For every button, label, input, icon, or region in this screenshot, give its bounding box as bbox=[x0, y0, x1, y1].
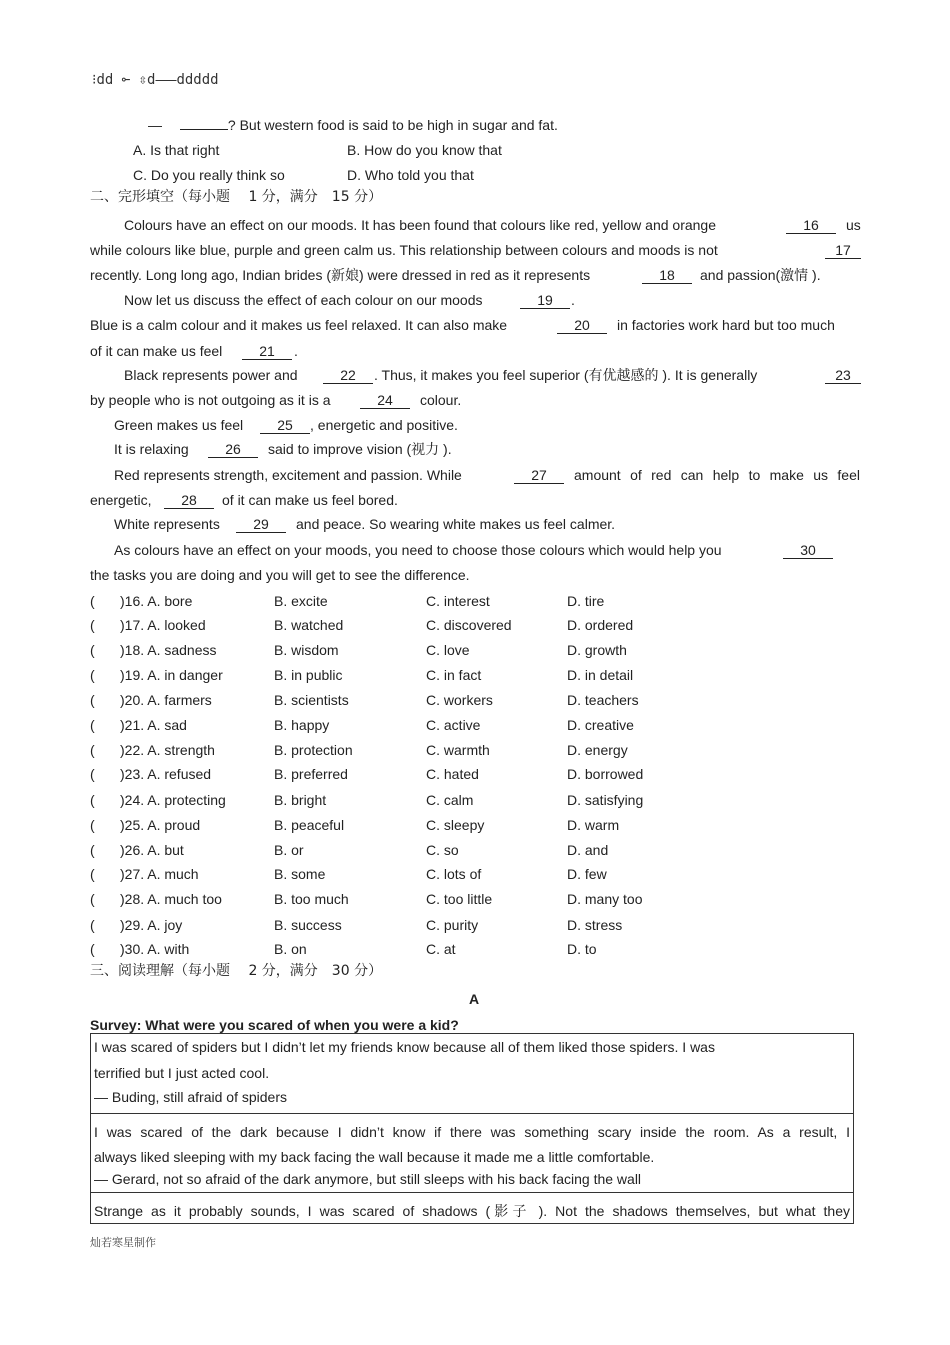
option-b: B. success bbox=[274, 917, 342, 933]
passage-text: recently. Long long ago, Indian brides (新娘) were dressed in red as it represents bbox=[90, 267, 591, 283]
option-c: C. workers bbox=[426, 692, 493, 708]
q15-option-d: D. Who told you that bbox=[347, 167, 474, 183]
q15-dash: — bbox=[148, 117, 162, 133]
cloze-blank-26: 26 bbox=[208, 442, 258, 458]
survey-row bbox=[91, 1192, 853, 1223]
section2-title: 二、完形填空（每小题 1 分，满分 15 分） bbox=[90, 189, 383, 205]
survey-row-line: I was scared of spiders but I didn’t let my friends know because all of them liked those spiders. I was bbox=[94, 1039, 715, 1055]
option-a: )27. A. much bbox=[120, 866, 199, 882]
option-a: )29. A. joy bbox=[120, 917, 183, 933]
option-a: )19. A. in danger bbox=[120, 667, 223, 683]
q15-blank bbox=[180, 129, 228, 130]
cloze-question-row bbox=[90, 665, 870, 685]
answer-paren: ( bbox=[90, 866, 95, 882]
cloze-question-row bbox=[90, 840, 870, 860]
answer-paren: ( bbox=[90, 593, 95, 609]
answer-paren: ( bbox=[90, 941, 95, 957]
option-a: )21. A. sad bbox=[120, 717, 187, 733]
cloze-blank-20: 20 bbox=[557, 318, 607, 334]
option-c: C. too little bbox=[426, 891, 493, 907]
answer-paren: ( bbox=[90, 766, 95, 782]
answer-paren: ( bbox=[90, 917, 95, 933]
option-b: B. protection bbox=[274, 742, 353, 758]
cloze-blank-22: 22 bbox=[323, 368, 373, 384]
survey-row-line: Strange as it probably sounds, I was scared of shadows (影子 ). Not the shadows themselves, but what they bbox=[94, 1203, 850, 1219]
option-d: D. many too bbox=[567, 891, 643, 907]
option-b: B. on bbox=[274, 941, 307, 957]
cloze-blank-18: 18 bbox=[642, 268, 692, 284]
option-b: B. watched bbox=[274, 617, 344, 633]
option-a: )28. A. much too bbox=[120, 891, 222, 907]
passage-line-14: As colours have an effect on your moods, you need to choose those colours which would help you bbox=[114, 542, 722, 558]
survey-row-line: always liked sleeping with my back facing the wall because it made me a little comfortable. bbox=[94, 1149, 655, 1165]
passage-line-15: the tasks you are doing and you will get to see the difference. bbox=[90, 567, 470, 583]
option-d: D. borrowed bbox=[567, 766, 644, 782]
passage-text: and peace. So wearing white makes us feel calmer. bbox=[296, 516, 616, 532]
part-label: A bbox=[469, 991, 480, 1007]
cloze-question-row bbox=[90, 815, 870, 835]
cloze-question-row bbox=[90, 740, 870, 760]
option-b: B. too much bbox=[274, 891, 349, 907]
option-a: )24. A. protecting bbox=[120, 792, 226, 808]
q15-stem bbox=[148, 116, 558, 134]
option-c: C. purity bbox=[426, 917, 479, 933]
passage-line-8: by people who is not outgoing as it is a bbox=[90, 392, 331, 408]
option-b: B. happy bbox=[274, 717, 330, 733]
option-c: C. warmth bbox=[426, 742, 490, 758]
passage-line-6: of it can make us feel bbox=[90, 343, 223, 359]
answer-paren: ( bbox=[90, 817, 95, 833]
section3-title: 三、阅读理解（每小题 2 分，满分 30 分） bbox=[90, 963, 383, 979]
cloze-blank-28: 28 bbox=[164, 493, 214, 509]
passage-text: . bbox=[294, 343, 298, 359]
option-d: D. growth bbox=[567, 642, 627, 658]
passage-text: and passion(激情 ). bbox=[700, 267, 821, 283]
passage-text: of it can make us feel bored. bbox=[222, 492, 398, 508]
survey-row-line: I was scared of the dark because I didn’t know if there was something scary inside the room. As a result, I bbox=[94, 1124, 850, 1140]
cloze-blank-16: 16 bbox=[786, 218, 836, 234]
passage-line-13: White represents bbox=[114, 516, 220, 532]
option-a: )22. A. strength bbox=[120, 742, 215, 758]
q15-option-b: B. How do you know that bbox=[347, 142, 502, 158]
option-c: C. in fact bbox=[426, 667, 482, 683]
passage-text: amount of red can help to make us feel bbox=[574, 467, 860, 483]
answer-paren: ( bbox=[90, 667, 95, 683]
option-a: )26. A. but bbox=[120, 842, 184, 858]
option-d: D. ordered bbox=[567, 617, 634, 633]
option-c: C. love bbox=[426, 642, 470, 658]
passage-text: . Thus, it makes you feel superior (有优越感的 ). It is generally bbox=[374, 367, 758, 383]
cloze-question-row bbox=[90, 915, 870, 935]
passage-line-7: Black represents power and bbox=[124, 367, 298, 383]
answer-paren: ( bbox=[90, 692, 95, 708]
option-a: )17. A. looked bbox=[120, 617, 206, 633]
survey-row bbox=[91, 1033, 853, 1113]
option-a: )25. A. proud bbox=[120, 817, 201, 833]
option-c: C. calm bbox=[426, 792, 474, 808]
option-b: B. peaceful bbox=[274, 817, 345, 833]
option-a: )16. A. bore bbox=[120, 593, 193, 609]
passage-text: in factories work hard but too much bbox=[617, 317, 835, 333]
answer-paren: ( bbox=[90, 842, 95, 858]
option-c: C. hated bbox=[426, 766, 479, 782]
survey-signature: — Gerard, not so afraid of the dark anymore, but still sleeps with his back facing the wall bbox=[94, 1171, 642, 1187]
passage-text: , energetic and positive. bbox=[310, 417, 458, 433]
cloze-blank-19: 19 bbox=[520, 293, 570, 309]
cloze-blank-23: 23 bbox=[825, 368, 861, 384]
cloze-question-row bbox=[90, 640, 870, 660]
option-b: B. bright bbox=[274, 792, 327, 808]
q15-option-c: C. Do you really think so bbox=[133, 167, 285, 183]
passage-text: us bbox=[846, 217, 861, 233]
option-b: B. some bbox=[274, 866, 326, 882]
cloze-blank-17: 17 bbox=[825, 243, 861, 259]
cloze-blank-30: 30 bbox=[783, 543, 833, 559]
cloze-question-row bbox=[90, 591, 870, 611]
answer-paren: ( bbox=[90, 792, 95, 808]
option-d: D. satisfying bbox=[567, 792, 644, 808]
option-d: D. energy bbox=[567, 742, 628, 758]
passage-text: . bbox=[571, 292, 575, 308]
option-b: B. or bbox=[274, 842, 304, 858]
cloze-blank-24: 24 bbox=[360, 393, 410, 409]
option-d: D. tire bbox=[567, 593, 605, 609]
passage-text: colour. bbox=[420, 392, 462, 408]
cloze-blank-27: 27 bbox=[514, 468, 564, 484]
cloze-blank-21: 21 bbox=[242, 344, 292, 360]
cloze-question-row bbox=[90, 790, 870, 810]
passage-line-3 bbox=[90, 266, 590, 284]
passage-line-10: It is relaxing bbox=[114, 441, 189, 457]
cloze-question-row bbox=[90, 764, 870, 784]
answer-paren: ( bbox=[90, 642, 95, 658]
option-a: )23. A. refused bbox=[120, 766, 212, 782]
q15-option-a: A. Is that right bbox=[133, 142, 220, 158]
option-c: C. sleepy bbox=[426, 817, 485, 833]
cloze-blank-29: 29 bbox=[236, 517, 286, 533]
cloze-question-row bbox=[90, 889, 870, 909]
option-d: D. warm bbox=[567, 817, 620, 833]
option-a: )20. A. farmers bbox=[120, 692, 212, 708]
cloze-blank-25: 25 bbox=[260, 418, 310, 434]
cloze-question-row bbox=[90, 690, 870, 710]
passage-line-5: Blue is a calm colour and it makes us feel relaxed. It can also make bbox=[90, 317, 508, 333]
option-c: C. so bbox=[426, 842, 459, 858]
option-d: D. few bbox=[567, 866, 607, 882]
option-b: B. in public bbox=[274, 667, 343, 683]
option-d: D. in detail bbox=[567, 667, 634, 683]
option-b: B. preferred bbox=[274, 766, 348, 782]
passage-line-11: Red represents strength, excitement and passion. While bbox=[114, 467, 462, 483]
option-d: D. stress bbox=[567, 917, 623, 933]
passage-text: Colours have an effect on our moods. It has been found that colours like red, yellow and orange bbox=[124, 217, 716, 233]
survey-row-line: terrified but I just acted cool. bbox=[94, 1065, 270, 1081]
cloze-question-row bbox=[90, 615, 870, 635]
survey-table bbox=[90, 1033, 854, 1224]
cloze-question-row bbox=[90, 939, 870, 959]
answer-paren: ( bbox=[90, 617, 95, 633]
answer-paren: ( bbox=[90, 891, 95, 907]
passage-line-1 bbox=[124, 216, 716, 234]
passage-text: said to improve vision (视力 ). bbox=[268, 441, 452, 457]
survey-title: Survey: What were you scared of when you were a kid? bbox=[90, 1017, 459, 1033]
option-c: C. at bbox=[426, 941, 456, 957]
header-logo: ⁝dd ⟜ ⇳d⎯⎯⎯ddddd bbox=[92, 72, 219, 88]
option-c: C. lots of bbox=[426, 866, 482, 882]
option-b: B. scientists bbox=[274, 692, 349, 708]
option-a: )18. A. sadness bbox=[120, 642, 217, 658]
survey-row bbox=[91, 1113, 853, 1194]
passage-line-12: energetic, bbox=[90, 492, 152, 508]
option-d: D. and bbox=[567, 842, 609, 858]
answer-paren: ( bbox=[90, 717, 95, 733]
option-d: D. teachers bbox=[567, 692, 639, 708]
option-b: B. wisdom bbox=[274, 642, 339, 658]
option-c: C. active bbox=[426, 717, 481, 733]
option-c: C. discovered bbox=[426, 617, 512, 633]
option-d: D. to bbox=[567, 941, 597, 957]
q15-stem-text: ? But western food is said to be high in sugar and fat. bbox=[227, 117, 558, 133]
option-c: C. interest bbox=[426, 593, 490, 609]
survey-signature: — Buding, still afraid of spiders bbox=[94, 1089, 287, 1105]
option-a: )30. A. with bbox=[120, 941, 190, 957]
answer-paren: ( bbox=[90, 742, 95, 758]
passage-line-9: Green makes us feel bbox=[114, 417, 244, 433]
cloze-question-row bbox=[90, 864, 870, 884]
cloze-question-row bbox=[90, 715, 870, 735]
passage-line-2: while colours like blue, purple and green calm us. This relationship between colours and moods is not bbox=[90, 242, 718, 258]
passage-line-4: Now let us discuss the effect of each colour on our moods bbox=[124, 292, 483, 308]
option-b: B. excite bbox=[274, 593, 328, 609]
footer-credit: 灿若寒星制作 bbox=[90, 1236, 156, 1249]
option-d: D. creative bbox=[567, 717, 634, 733]
